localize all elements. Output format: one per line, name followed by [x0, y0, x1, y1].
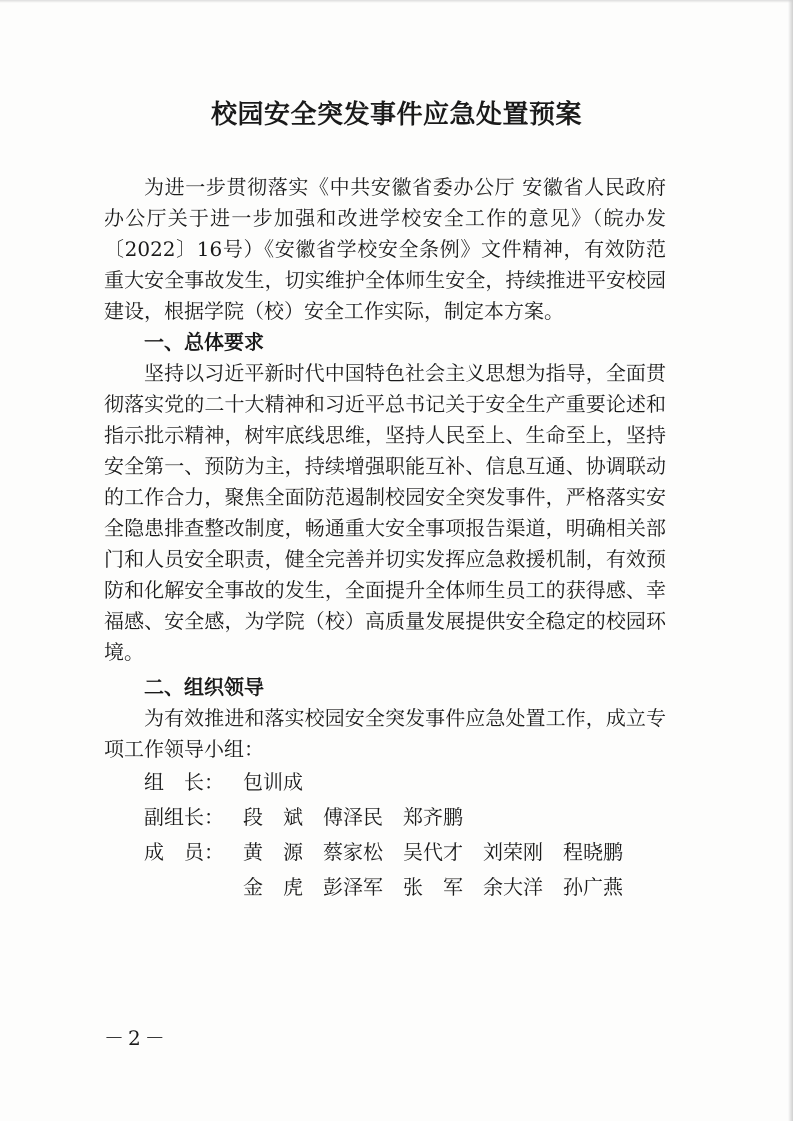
leader-row: [104, 765, 666, 800]
member-name: 蔡家松: [323, 840, 383, 864]
page-number: －2－: [104, 1026, 169, 1050]
members-label: 成 员：: [144, 840, 224, 864]
member-name: 彭泽军: [323, 875, 383, 899]
member-name: 孙广燕: [563, 875, 623, 899]
document-body: [104, 172, 666, 905]
members-row-2: [104, 870, 666, 905]
deputy-label: 副组长：: [144, 805, 224, 829]
intro-paragraph: 为进一步贯彻落实《中共安徽省委办公厅 安徽省人民政府办公厅关于进一步加强和改进学校安全工作的意见》（皖办发〔2022〕16号）《安徽省学校安全条例》文件精神，有效防范重大安全事故发生，切实维护全体师生安全，持续推进平安校园建设，根据学院（校）安全工作实际，制定本方案。: [104, 175, 666, 323]
scan-edge-top: [0, 0, 793, 3]
member-names-row-2: [243, 870, 643, 905]
deputy-row: [104, 800, 666, 835]
section-heading-general-requirements: 一、总体要求: [144, 330, 264, 354]
member-names-row-1: [243, 835, 643, 870]
scan-edge-right: [788, 0, 793, 1121]
member-name: 黄 源: [243, 840, 303, 864]
section-heading-organization: 二、组织领导: [144, 675, 264, 699]
deputy-name: 傅泽民: [323, 805, 383, 829]
deputy-name: 郑齐鹏: [403, 805, 463, 829]
member-name: 吴代才: [403, 840, 463, 864]
member-name: 余大洋: [483, 875, 543, 899]
deputy-name: 段 斌: [243, 805, 303, 829]
organization-paragraph: 为有效推进和落实校园安全突发事件应急处置工作，成立专项工作领导小组：: [104, 706, 666, 761]
leader-names: [243, 765, 323, 800]
member-name: 程晓鹏: [563, 840, 623, 864]
deputy-names: [243, 800, 483, 835]
document-title: 校园安全突发事件应急处置预案: [210, 100, 582, 130]
member-name: 金 虎: [243, 875, 303, 899]
leader-label: 组 长：: [144, 770, 224, 794]
leader-name: 包训成: [243, 770, 303, 794]
member-name: 张 军: [403, 875, 463, 899]
members-row-1: [104, 835, 666, 870]
general-requirements-paragraph: 坚持以习近平新时代中国特色社会主义思想为指导，全面贯彻落实党的二十大精神和习近平总书记关于安全生产重要论述和指示批示精神，树牢底线思维，坚持人民至上、生命至上，坚持安全第一、预防为主，持续增强职能互补、信息互通、协调联动的工作合力，聚焦全面防范遏制校园安全突发事件，严格落实安全隐患排查整改制度，畅通重大安全事项报告渠道，明确相关部门和人员安全职责，健全完善并切实发挥应急救援机制，有效预防和化解安全事故的发生，全面提升全体师生员工的获得感、幸福感、安全感，为学院（校）高质量发展提供安全稳定的校园环境。: [104, 361, 666, 664]
member-name: 刘荣刚: [483, 840, 543, 864]
